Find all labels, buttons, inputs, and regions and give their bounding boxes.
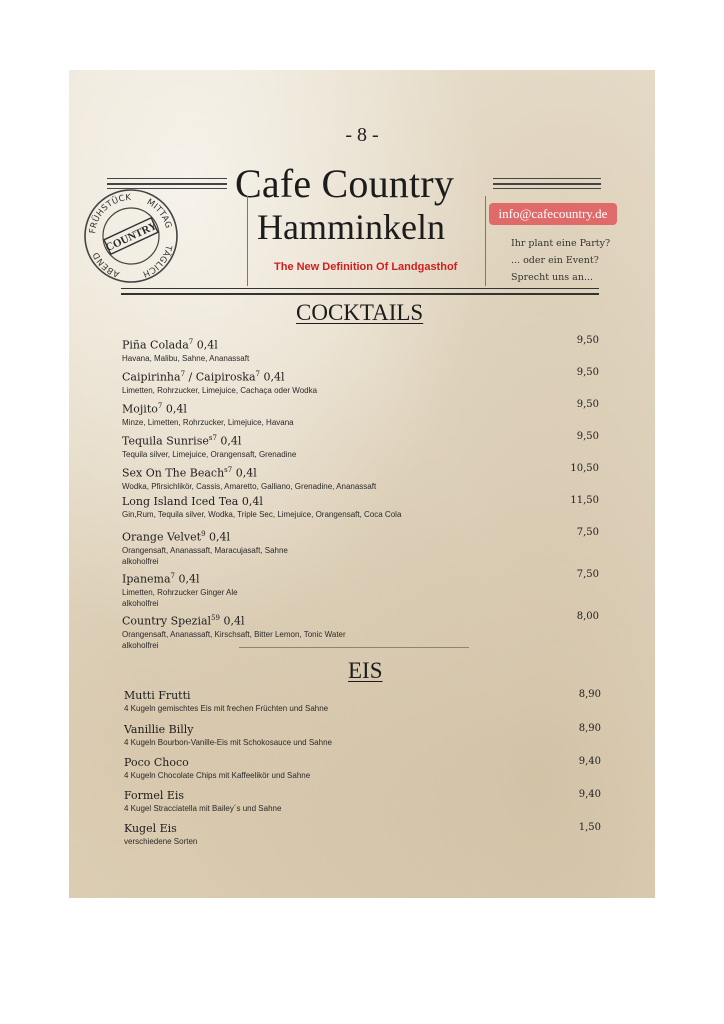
item-note: alkoholfrei xyxy=(122,640,159,650)
item-price: 1,50 xyxy=(578,822,601,833)
header-divider-right xyxy=(485,196,486,286)
title-rule-right xyxy=(493,183,601,185)
title-rule-left xyxy=(107,183,227,185)
item-description: Limetten, Rohrzucker, Limejuice, Cachaça oder Wodka xyxy=(122,385,318,395)
item-name: Sex On The Beach$^{s7}$ 0,4l xyxy=(122,466,257,480)
title-rule-right xyxy=(493,178,601,179)
stamp-word-country: COUNTRY xyxy=(103,219,159,255)
title-rule-left xyxy=(107,178,227,179)
item-description: Limetten, Rohrzucker Ginger Ale xyxy=(122,587,238,597)
party-note xyxy=(511,235,610,286)
item-description: 4 Kugeln Chocolate Chips mit Kaffeelikör und Sahne xyxy=(124,771,311,780)
item-name: Long Island Iced Tea 0,4l xyxy=(122,495,263,508)
stamp-word-abend: ABEND xyxy=(91,250,122,279)
item-price: 8,90 xyxy=(578,723,601,734)
item-description: Orangensaft, Ananassaft, Maracujasaft, Sahne xyxy=(122,545,288,555)
item-price: 9,50 xyxy=(576,367,599,378)
item-price: 9,50 xyxy=(576,399,599,410)
stamp-word-mittag: MITTAG xyxy=(144,197,174,230)
item-description: Gin,Rum, Tequila silver, Wodka, Triple Sec, Limejuice, Orangensaft, Coca Cola xyxy=(122,510,402,519)
stamp-word-taeglich: TÄGLICH xyxy=(140,243,174,279)
item-description: Havana, Malibu, Sahne, Ananassaft xyxy=(122,353,250,363)
menu-item xyxy=(124,689,601,714)
menu-page xyxy=(69,70,655,898)
item-name: Orange Velvet$^9$ 0,4l xyxy=(122,530,231,544)
page-number: - 8 - xyxy=(345,124,379,146)
item-description: verschiedene Sorten xyxy=(124,837,198,846)
title-rule-right xyxy=(493,188,601,189)
item-note: alkoholfrei xyxy=(122,598,159,608)
item-name: Mutti Frutti xyxy=(124,689,191,702)
item-price: 7,50 xyxy=(576,527,599,538)
svg-text:FRÜHSTÜCK xyxy=(88,193,132,234)
menu-item xyxy=(124,756,601,781)
header-divider-left xyxy=(247,196,248,286)
item-price: 11,50 xyxy=(570,495,599,506)
menu-item xyxy=(122,463,599,492)
item-name: Piña Colada$^7$ 0,4l xyxy=(122,338,218,352)
item-name: Formel Eis xyxy=(124,789,185,802)
item-name: Tequila Sunrise$^{s7}$ 0,4l xyxy=(122,434,242,448)
menu-item xyxy=(122,611,599,651)
restaurant-title: Cafe Country xyxy=(235,161,455,206)
item-name: Caipirinha$^7$ / Caipiroska$^7$ 0,4l xyxy=(122,370,285,384)
item-description: Wodka, Pfirsichlikör, Cassis, Amaretto, Galliano, Grenadine, Ananassaft xyxy=(122,481,377,491)
item-price: 8,90 xyxy=(578,689,601,700)
menu-item xyxy=(122,431,599,460)
section-heading-cocktails: COCKTAILS xyxy=(296,300,424,325)
item-note: alkoholfrei xyxy=(122,556,159,566)
menu-item xyxy=(124,822,601,847)
item-price: 7,50 xyxy=(576,569,599,580)
menu-item xyxy=(122,527,599,567)
item-name: Ipanema$^7$ 0,4l xyxy=(122,572,200,586)
menu-item xyxy=(124,789,601,814)
item-price: 8,00 xyxy=(576,611,599,622)
party-line: Ihr plant eine Party? xyxy=(511,238,611,249)
item-name: Mojito$^7$ 0,4l xyxy=(122,402,187,416)
header-rule-top xyxy=(121,288,599,289)
item-name: Vanillie Billy xyxy=(124,723,194,736)
menu-item xyxy=(122,335,599,364)
menu-item xyxy=(124,723,601,748)
stamp-word-fruehstueck: FRÜHSTÜCK xyxy=(88,192,132,235)
party-line: Sprecht uns an... xyxy=(511,272,594,283)
item-description: Minze, Limetten, Rohrzucker, Limejuice, Havana xyxy=(122,417,294,427)
section-heading-eis: EIS xyxy=(348,658,383,683)
item-name: Country Spezial$^{59}$ 0,4l xyxy=(122,614,245,628)
item-name: Kugel Eis xyxy=(124,822,177,835)
item-price: 10,50 xyxy=(570,463,599,474)
menu-item xyxy=(122,495,599,520)
email-badge[interactable]: info@cafecountry.de xyxy=(489,203,617,225)
stamp-logo xyxy=(81,186,181,286)
menu-item xyxy=(122,367,599,396)
menu-item xyxy=(122,399,599,428)
item-price: 9,50 xyxy=(576,431,599,442)
item-price: 9,50 xyxy=(576,335,599,346)
tagline: The New Definition Of Landgasthof xyxy=(274,261,458,273)
section-divider xyxy=(239,647,469,648)
menu-item xyxy=(122,569,599,609)
item-description: 4 Kugel Stracciatella mit Bailey´s und Sahne xyxy=(124,804,282,813)
item-description: 4 Kugeln gemischtes Eis mit frechen Früchten und Sahne xyxy=(124,704,329,713)
restaurant-city: Hamminkeln xyxy=(257,207,445,247)
header-rule-bottom xyxy=(121,293,599,295)
item-price: 9,40 xyxy=(578,789,601,800)
item-name: Poco Choco xyxy=(124,756,189,769)
item-description: Orangensaft, Ananassaft, Kirschsaft, Bitter Lemon, Tonic Water xyxy=(122,629,346,639)
party-line: ... oder ein Event? xyxy=(511,255,599,266)
item-description: 4 Kugeln Bourbon-Vanille-Eis mit Schokosauce und Sahne xyxy=(124,738,332,747)
item-description: Tequila silver, Limejuice, Orangensaft, Grenadine xyxy=(122,449,297,459)
item-price: 9,40 xyxy=(578,756,601,767)
